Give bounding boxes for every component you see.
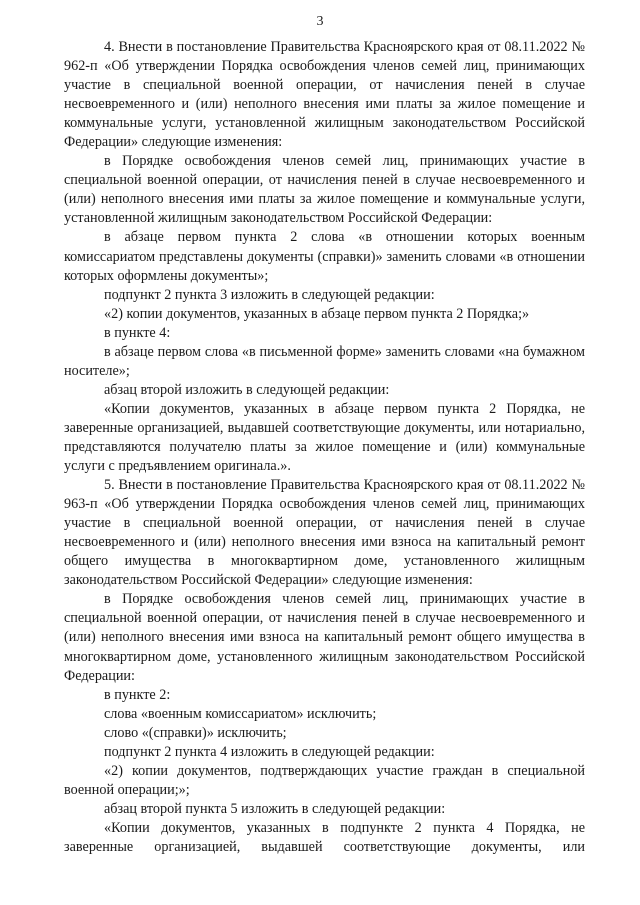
paragraph-point-2-change: в абзаце первом пункта 2 слова «в отношении которых военным комиссариатом представлены документы (справки)» заменить словами «в отношении которых оформлены документы»; (64, 229, 585, 284)
paragraph-item-5: 5. Внести в постановление Правительства Красноярского края от 08.11.2022 № 963-п «Об утверждении Порядка освобождения членов семей лиц, принимающих участие в специальной военной операции, от начисления пеней в случае несвоевременного и (или) неполного внесения ими взноса на капитальный ремонт общего имущества в многоквартирном доме, установленного жилищным законодательством Российской Федерации» следующие изменения: (64, 477, 585, 589)
paragraph-subpoint-4-text: «2) копии документов, подтверждающих участие граждан в специальной военной операции;»; (64, 762, 585, 798)
paragraph-subpoint-3-text: «2) копии документов, указанных в абзаце первом пункта 2 Порядка;» (104, 305, 530, 322)
document-body (64, 38, 585, 857)
paragraph-item-4: 4. Внести в постановление Правительства Красноярского края от 08.11.2022 № 962-п «Об утверждении Порядка освобождения членов семей лиц, принимающих участие в специальной военной операции, от начисления пеней в случае несвоевременного и (или) неполного внесения ими платы за жилое помещение и коммунальные услуги, установленной жилищным законодательством Российской Федерации» следующие изменения: (64, 39, 585, 151)
paragraph-subpoint-3-intro: подпункт 2 пункта 3 изложить в следующей редакции: (104, 286, 435, 303)
paragraph-point-2-intro: в пункте 2: (104, 686, 171, 703)
paragraph-point-4-change: в абзаце первом слова «в письменной форме» заменить словами «на бумажном носителе»; (64, 343, 585, 379)
paragraph-exclude-commissariat: слова «военным комиссариатом» исключить; (104, 705, 377, 722)
paragraph-point-4-intro: в пункте 4: (104, 324, 171, 341)
paragraph-subpoint-4-intro: подпункт 2 пункта 4 изложить в следующей редакции: (104, 743, 435, 760)
paragraph-point-5-text: «Копии документов, указанных в подпункте 2 пункта 4 Порядка, не заверенные организацией, выдавшей соответствующие документы, или (64, 819, 585, 855)
paragraph-point-5-intro: абзац второй пункта 5 изложить в следующей редакции: (104, 800, 446, 817)
paragraph-abzac-2-text: «Копии документов, указанных в абзаце первом пункта 2 Порядка, не заверенные организацией, выдавшей соответствующие документы, или нотариально, представляются получателю платы за жилое помещение и (или) коммунальные услуги с предъявлением оригинала.». (64, 400, 585, 475)
paragraph-exclude-spravki: слово «(справки)» исключить; (104, 724, 287, 741)
paragraph-abzac-2-intro: абзац второй изложить в следующей редакции: (104, 381, 390, 398)
paragraph-procedure-962: в Порядке освобождения членов семей лиц, принимающих участие в специальной военной операции, от начисления пеней в случае несвоевременного и (или) неполного внесения ими платы за жилое помещение и коммунальные услуги, установленной жилищным законодательством Российской Федерации: (64, 153, 585, 227)
page-number: 3 (316, 14, 324, 29)
paragraph-procedure-963: в Порядке освобождения членов семей лиц, принимающих участие в специальной военной операции, от начисления пеней в случае несвоевременного и (или) неполного внесения ими взноса на капитальный ремонт общего имущества в многоквартирном доме, установленного жилищным законодательством Российской Федерации: (64, 591, 585, 684)
